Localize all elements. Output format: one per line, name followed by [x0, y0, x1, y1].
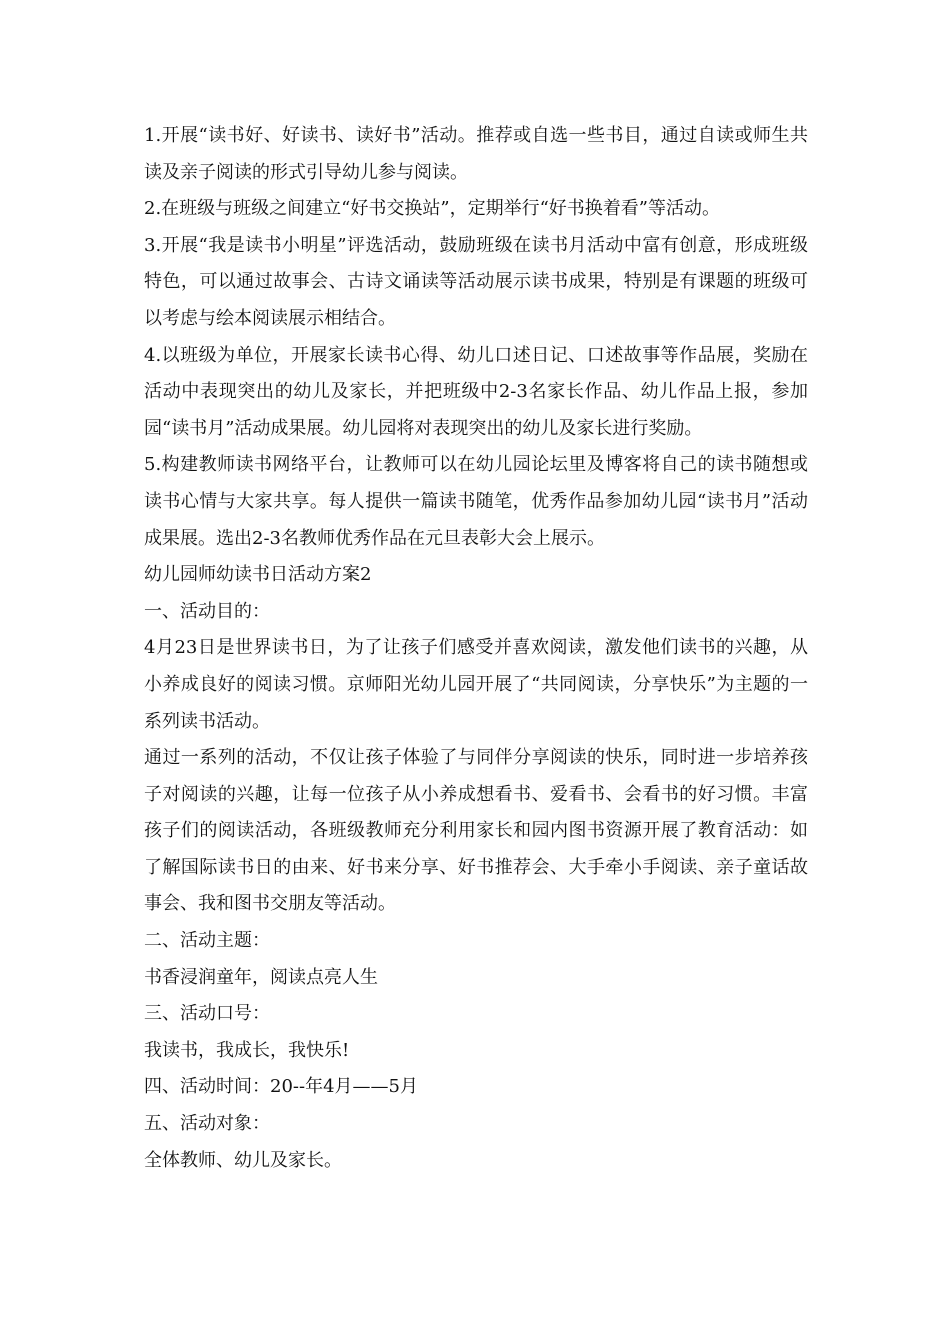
paragraph-activities-description: 通过一系列的活动，不仅让孩子体验了与同伴分享阅读的快乐，同时进一步培养孩子对阅读的兴趣，让每一位孩子从小养成想看书、爱看书、会看书的好习惯。丰富孩子们的阅读活动，各班级教师充分利用家长和园内图书资源开展了教育活动：如了解国际读书日的由来、好书来分享、好书推荐会、大手牵小手阅读、亲子童话故事会、我和图书交朋友等活动。 [144, 747, 808, 915]
heading-theme: 二、活动主题： [144, 930, 270, 952]
paragraph-activity-4: 4.以班级为单位，开展家长读书心得、幼儿口述日记、口述故事等作品展，奖励在活动中表现突出的幼儿及家长，并把班级中2-3名家长作品、幼儿作品上报，参加园“读书月”活动成果展。幼儿园将对表现突出的幼儿及家长进行奖励。 [144, 344, 808, 439]
paragraph-activity-3: 3.开展“我是读书小明星”评选活动，鼓励班级在读书月活动中富有创意，形成班级特色，可以通过故事会、古诗文诵读等活动展示读书成果，特别是有课题的班级可以考虑与绘本阅读展示相结合。 [144, 234, 808, 329]
section-title-plan-2: 幼儿园师幼读书日活动方案2 [144, 564, 372, 586]
heading-participants: 五、活动对象： [144, 1113, 270, 1135]
paragraph-theme: 书香浸润童年，阅读点亮人生 [144, 966, 378, 988]
document-body [144, 118, 808, 1179]
paragraph-participants: 全体教师、幼儿及家长。 [144, 1149, 342, 1171]
paragraph-activity-1: 1.开展“读书好、好读书、读好书”活动。推荐或自选一些书目，通过自读或师生共读及亲子阅读的形式引导幼儿参与阅读。 [144, 125, 808, 183]
heading-purpose: 一、活动目的： [144, 600, 270, 622]
heading-slogan: 三、活动口号： [144, 1003, 270, 1025]
paragraph-slogan: 我读书，我成长，我快乐! [144, 1039, 350, 1061]
paragraph-activity-2: 2.在班级与班级之间建立“好书交换站”，定期举行“好书换着看”等活动。 [144, 198, 720, 220]
paragraph-purpose: 4月23日是世界读书日，为了让孩子们感受并喜欢阅读，激发他们读书的兴趣，从小养成良好的阅读习惯。京师阳光幼儿园开展了“共同阅读，分享快乐”为主题的一系列读书活动。 [144, 637, 808, 732]
paragraph-activity-5: 5.构建教师读书网络平台，让教师可以在幼儿园论坛里及博客将自己的读书随想或读书心情与大家共享。每人提供一篇读书随笔，优秀作品参加幼儿园“读书月”活动成果展。选出2-3名教师优秀作品在元旦表彰大会上展示。 [144, 454, 808, 549]
heading-time: 四、活动时间：20--年4月——5月 [144, 1076, 418, 1098]
